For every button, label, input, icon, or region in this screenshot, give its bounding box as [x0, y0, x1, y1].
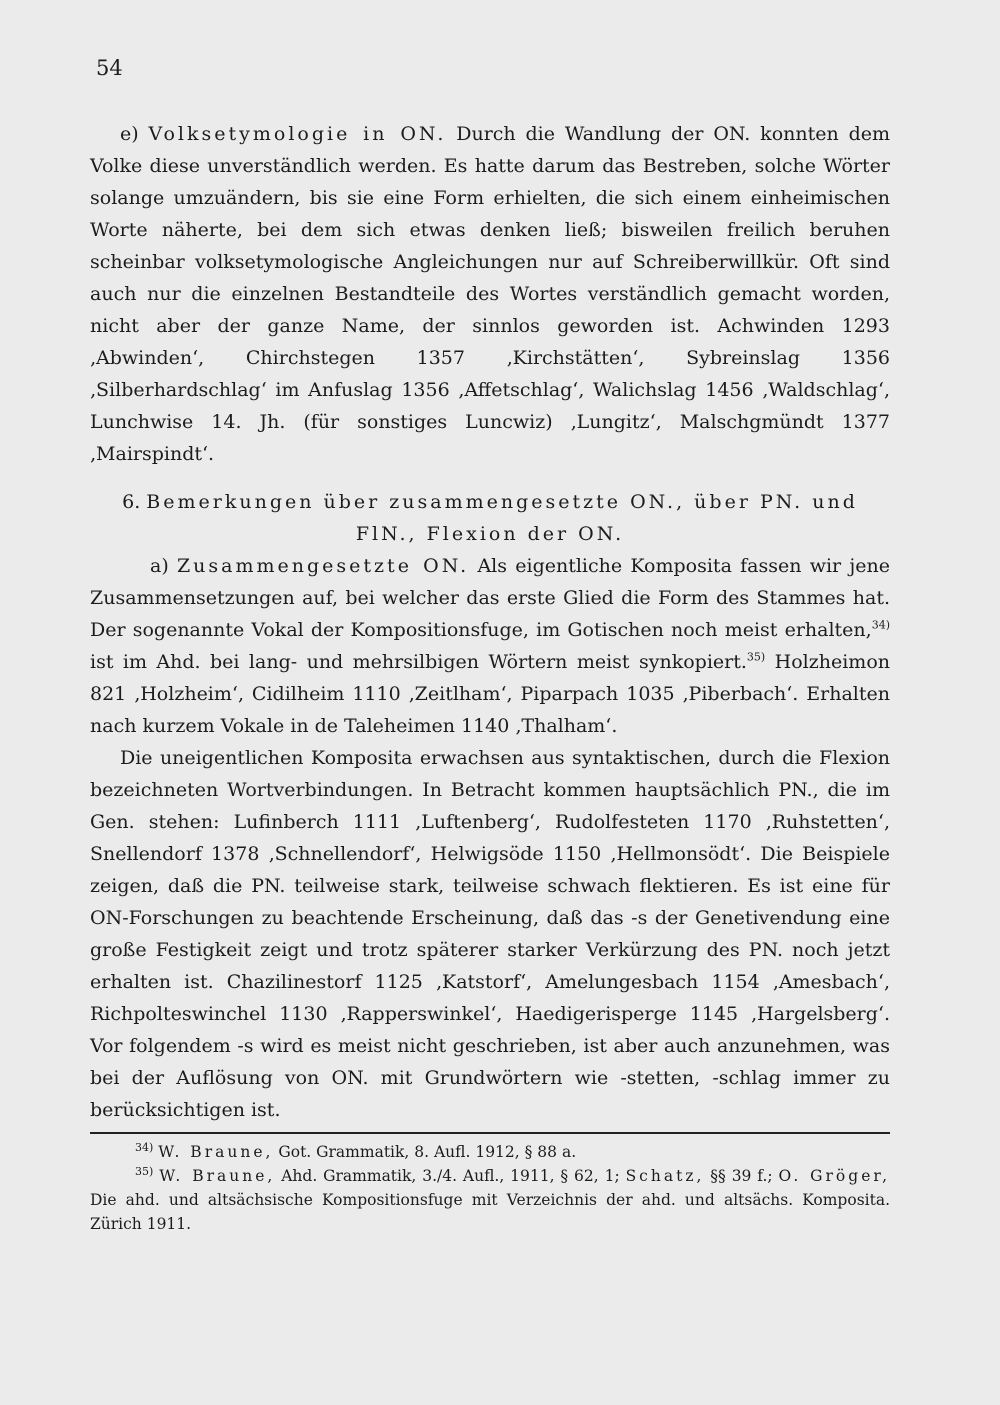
footnote-author: Schatz,	[625, 1167, 705, 1185]
footnote-text: Got. Grammatik, 8. Aufl. 1912, § 88 a.	[273, 1143, 577, 1161]
footnote-author: W. Braune,	[158, 1143, 274, 1161]
section-6-number: 6.	[122, 491, 141, 513]
section-a-text-3: Holzheimon 821 ‚Holzheim‘, Cidilheim 1110 ‚Zeitlham‘, Piparpach 1035 ‚Piberbach‘. Erhalten nach kurzem Vokale in de Taleheimen 1140 ‚Thalham‘.	[90, 651, 890, 737]
footnote-number: 34)	[135, 1140, 154, 1154]
section-6-heading	[90, 486, 890, 550]
footnote-text: Ahd. Grammatik, 3./4. Aufl., 1911, § 62, 1;	[275, 1167, 626, 1185]
footnote-ref-34[interactable]: 34)	[871, 618, 890, 632]
section-a-text-2: ist im Ahd. bei lang- und mehrsilbigen Wörtern meist synkopiert.	[90, 651, 747, 673]
footnote-34	[90, 1140, 890, 1164]
footnote-divider	[90, 1132, 890, 1134]
section-e-label: e)	[120, 123, 149, 145]
section-a-title: Zusammengesetzte ON.	[176, 555, 470, 577]
section-a-text-1: Als eigentliche Komposita fassen wir jene Zusammensetzungen auf, bei welcher das erste Glied die Form des Stammes hat. Der sogenannte Vokal der Kompositionsfuge, im Gotischen noch meist erhalten,	[90, 555, 890, 641]
paragraph-uneigentliche-komposita: Die uneigentlichen Komposita erwachsen aus syntaktischen, durch die Flexion bezeichneten Wortverbindungen. In Betracht kommen hauptsächlich PN., die im Gen. stehen: Lufinberch 1111 ‚Luftenberg‘, Rudolfesteten 1170 ‚Ruhstetten‘, Snellendorf 1378 ‚Schnellendorf‘, Helwigsöde 1150 ‚Hellmonsödt‘. Die Beispiele zeigen, daß die PN. teilweise stark, teilweise schwach flektieren. Es ist eine für ON-Forschungen zu beachtende Erscheinung, daß das -s der Genetivendung eine große Festigkeit zeigt und trotz späterer starker Verkürzung des PN. noch jetzt erhalten ist. Chazilinestorf 1125 ‚Katstorf‘, Amelungesbach 1154 ‚Amesbach‘, Richpolteswinchel 1130 ‚Rapperswinkel‘, Haedigerisperge 1145 ‚Hargelsberg‘. Vor folgendem -s wird es meist nicht geschrieben, ist aber auch anzunehmen, was bei der Auflösung von ON. mit Grundwörtern wie -stetten, -schlag immer zu berücksichtigen ist.	[90, 747, 890, 1121]
page-body	[90, 118, 890, 1236]
paragraph-volksetymologie	[90, 118, 890, 470]
footnote-35	[90, 1164, 890, 1236]
footnote-author: W. Braune,	[159, 1167, 276, 1185]
footnote-text: §§ 39 f.;	[704, 1167, 779, 1185]
page-number: 54	[96, 56, 123, 80]
footnote-author: O. Gröger,	[778, 1167, 890, 1185]
section-a-label: a)	[150, 555, 177, 577]
footnotes	[90, 1140, 890, 1236]
footnote-ref-35[interactable]: 35)	[746, 650, 766, 664]
section-e-title: Volksetymologie in ON.	[148, 123, 447, 145]
footnote-text: Die ahd. und altsächsische Kompositionsfuge mit Verzeichnis der ahd. und altsächs. Komposita. Zürich 1911.	[90, 1191, 890, 1233]
footnote-number: 35)	[135, 1164, 154, 1178]
section-e-text: Durch die Wandlung der ON. konnten dem Volke diese unverständlich werden. Es hatte darum das Bestreben, solche Wörter solange umzuändern, bis sie eine Form erhielten, die sich einem einheimischen Worte näherte, bei dem sich etwas denken ließ; bisweilen freilich beruhen scheinbar volksetymologische Angleichungen nur auf Schreiberwillkür. Oft sind auch nur die einzelnen Bestandteile des Wortes verständlich gemacht worden, nicht aber der ganze Name, der sinnlos geworden ist. Achwinden 1293 ‚Abwinden‘, Chirchstegen 1357 ‚Kirchstätten‘, Sybreinslag 1356 ‚Silberhardschlag‘ im Anfuslag 1356 ‚Affetschlag‘, Walichslag 1456 ‚Waldschlag‘, Lunchwise 14. Jh. (für sonstiges Luncwiz) ‚Lungitz‘, Malschgmündt 1377 ‚Mairspindt‘.	[90, 123, 890, 465]
paragraph-zusammengesetzte	[90, 550, 890, 742]
section-6-title: Bemerkungen über zusammengesetzte ON., über PN. und FlN., Flexion der ON.	[146, 491, 858, 545]
